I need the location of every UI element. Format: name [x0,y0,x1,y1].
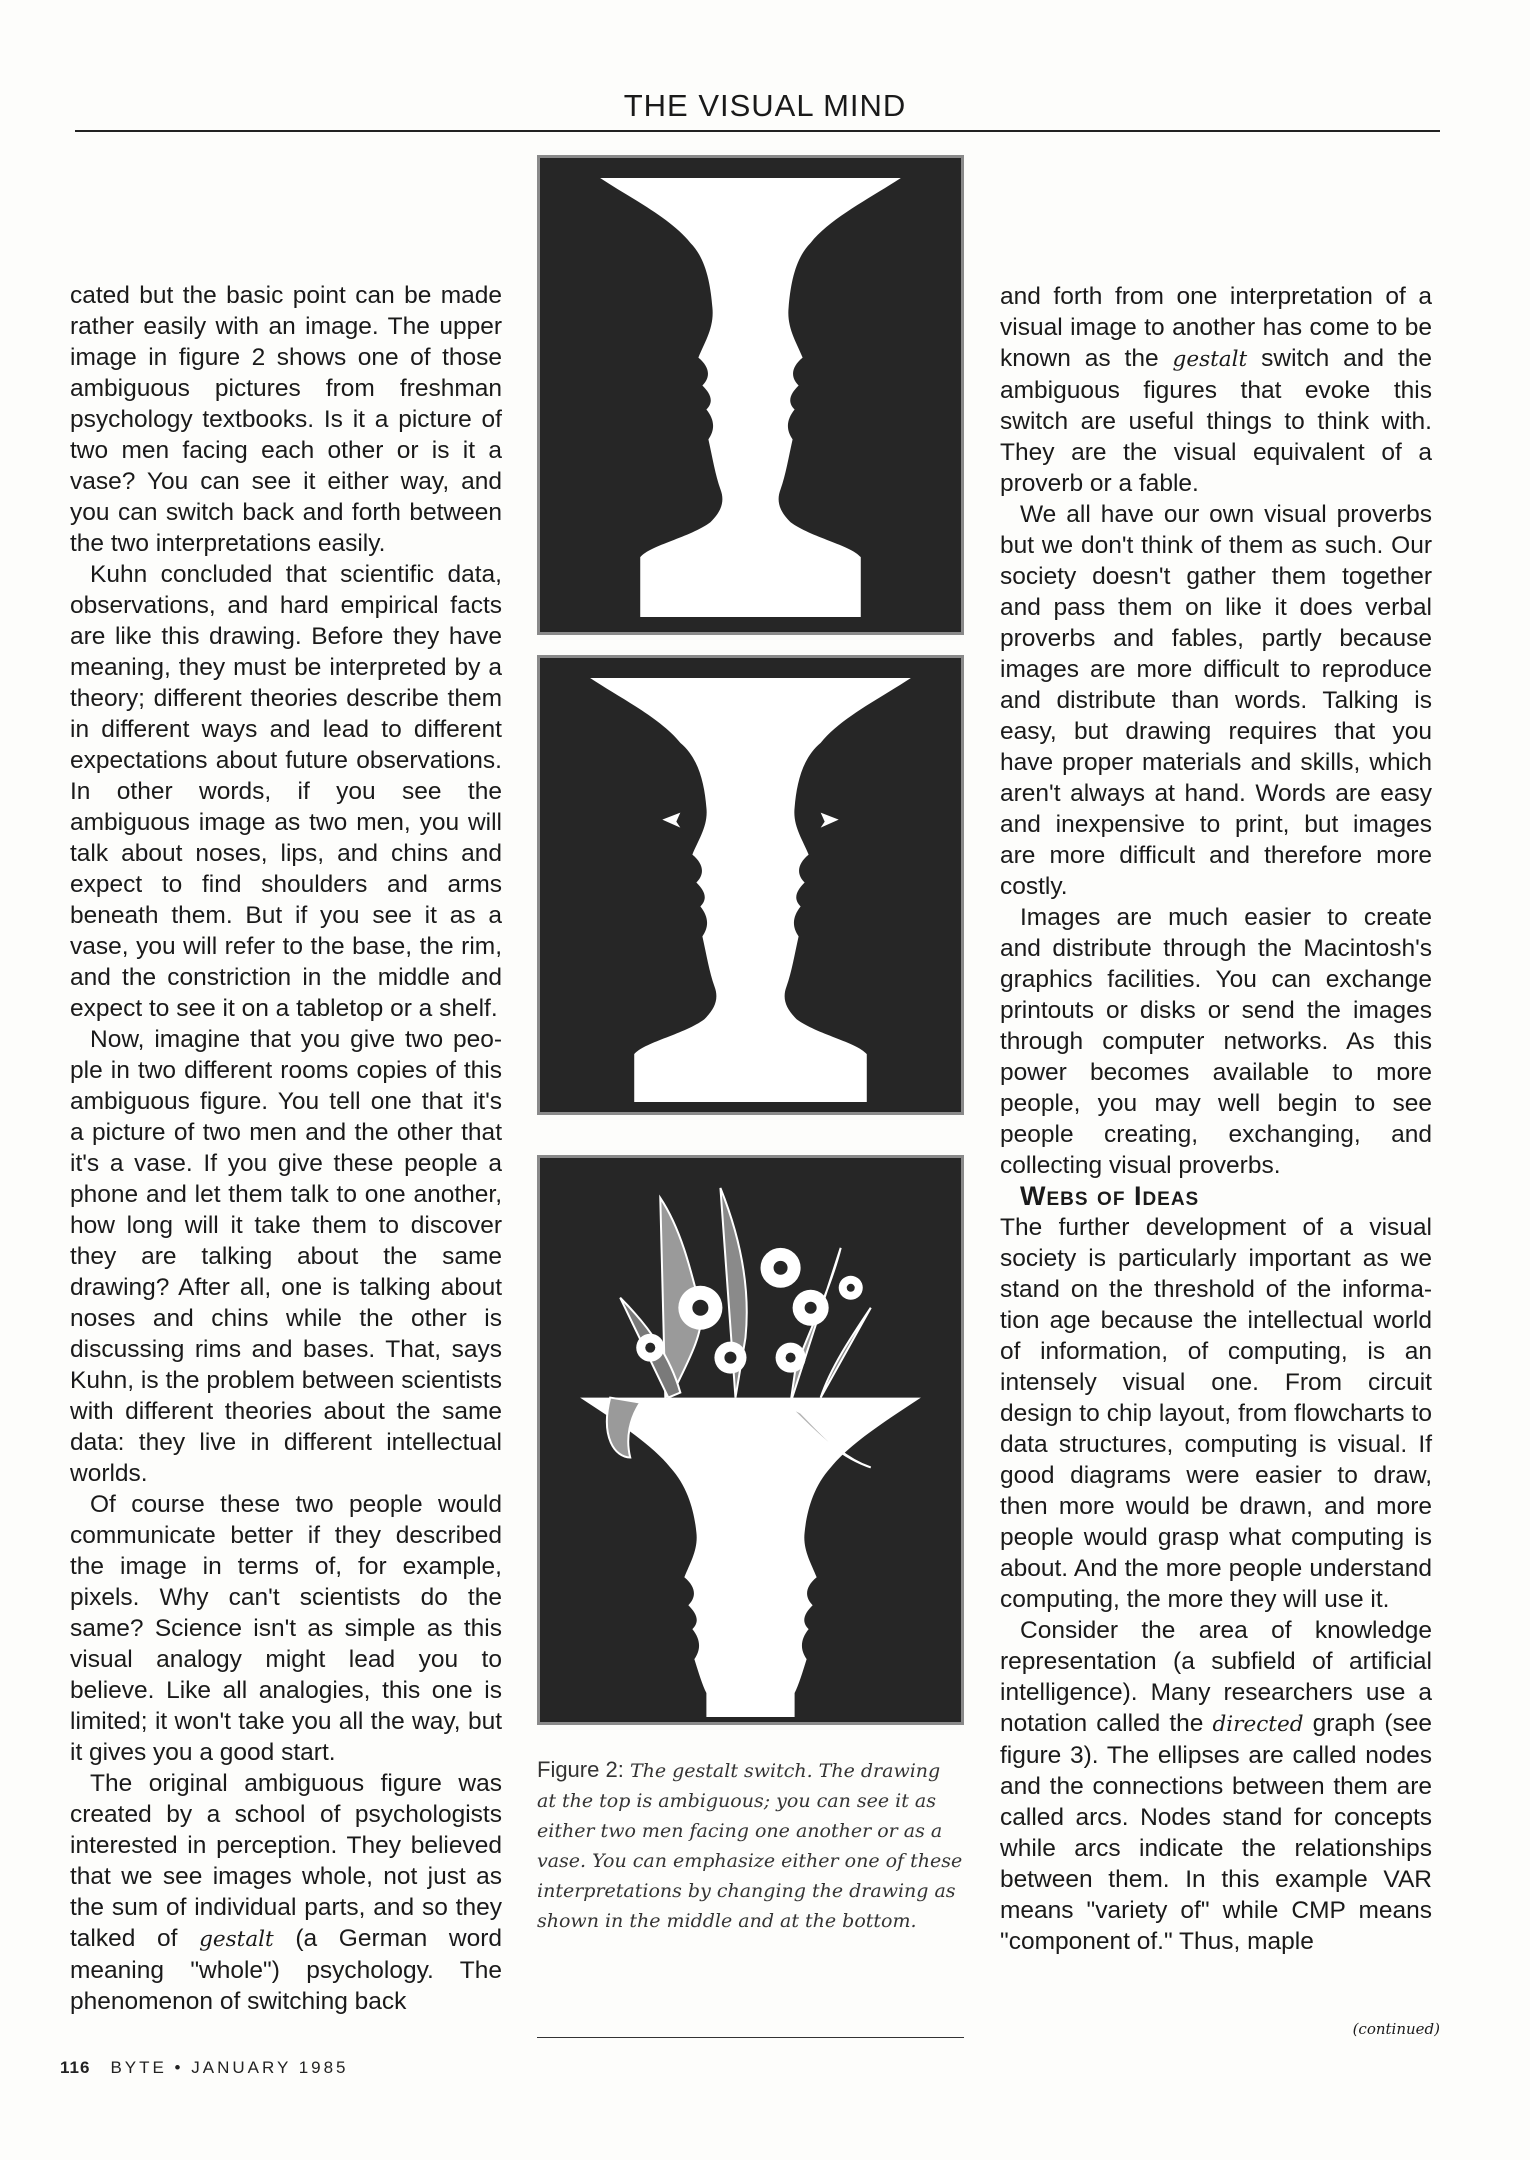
right-paragraph-1 [1000,281,1432,499]
right-paragraph-5-text-a: Consider the area of knowledge representation (a subfield of artificial intelligence). Many researchers use a notation called the [1000,1617,1432,1737]
left-paragraph-5-text-a: The original ambiguous figure was created by a school of psychologists interested in perception. They believed that we see images whole, not just as the sum of individual parts, and so they talked of [70,1770,502,1952]
right-paragraph-1-text-b: switch and the ambiguous figures that evoke this switch are useful things to think with. They are the visual equivalent of a proverb or a fable. [1000,345,1432,497]
right-paragraph-3: Images are much easier to create and distribute through the Macintosh's graphics facilities. You can exchange printouts or disks or send the images through computer networks. As this power becomes available to more people, you may well begin to see people creating, exchanging, and collecting visual proverbs. [1000,904,1432,1179]
left-text-column [70,280,502,2017]
figure-caption-label: Figure 2: [537,1757,630,1782]
left-paragraph-2: Kuhn concluded that scientific data, observations, and hard empirical facts are like this drawing. Before they have meaning, they must be interpreted by a theory; different theories describe them in different ways and lead to different expectations about future observations. In other words, if you see the ambiguous image as two men, you will talk about noses, lips, and chins and expect to find shoulders and arms beneath them. But if you see it as a vase, you will refer to the base, the rim, and the constriction in the middle and expect to see it on a tabletop or a shelf. [70,561,502,1022]
right-paragraph-2: We all have our own visual proverbs but we don't think of them as such. Our society doesn't gather them together and pass them on like it does verbal proverbs and fables, partly because images are more difficult to reproduce and distribute than words. Talking is easy, but drawing requires that you have proper materials and skills, which aren't always at hand. Words are easy and inexpensive to print, but images are more difficult and therefore more costly. [1000,501,1432,900]
figure-caption-text: The gestalt switch. The drawing at the top is ambiguous; you can see it as either two men facing one another or as a vase. You can emphasize either one of these interpretations by changing the drawing as shown in the middle and at the bottom. [537,1760,963,1932]
running-head-title: THE VISUAL MIND [623,88,907,123]
figure-panel-faces [537,655,964,1115]
page-number: 116 [60,2058,91,2077]
right-eye-icon [821,813,839,828]
figure-panel-ambiguous [537,155,964,635]
left-paragraph-4: Of course these two people would communicate better if they described the image in terms of, for example, pixels. Why can't scientists do the same? Science isn't as simple as this visual analogy might lead you to believe. Like all analogies, this one is limited; it won't take you all the way, but it gives you a good start. [70,1491,502,1766]
right-paragraph-1-text-a: and forth from one interpretation of a visual image to another has come to be known as the [1000,283,1432,372]
left-paragraph-1: cated but the basic point can be made rather easily with an image. The upper image in figure 2 shows one of those ambiguous pictures from freshman psychology textbooks. Is it a picture of two men facing each other or is it a vase? You can see it either way, and you can switch back and forth between the two interpretations easily. [70,282,502,557]
vase-flowers-illustration [540,1158,961,1722]
figure-caption [537,1755,964,1936]
section-heading-webs-of-ideas: Webs of Ideas [1020,1181,1200,1211]
left-eye-icon [662,813,680,828]
left-paragraph-3: Now, imagine that you give two people in two different rooms copies of this ambiguous figure. You tell one that it's a picture of two men and the other that it's a vase. If you give these people a phone and let them talk to one another, how long will it take them to discover they are talking about the same drawing? After all, one is talking about noses and chins while the other is discussing rims and bases. That, says Kuhn, is the problem between scientists with different theories about the same data: they live in different intellectual worlds. [70,1026,502,1487]
left-paragraph-5-text-b: (a German word meaning "whole") psychology. The phenomenon of switching back [70,1925,502,2015]
caption-rule [537,2037,964,2038]
page-footer [60,2058,349,2078]
left-paragraph-5 [70,1768,502,2017]
right-paragraph-5-text-b: graph (see figure 3). The ellipses are called nodes and the connections between them are called arcs. Nodes stand for concepts while arcs indicate the relationships between them. In this example VAR means "variety of" while CMP means "component of." Thus, maple [1000,1710,1432,1955]
right-paragraph-5 [1000,1615,1432,1957]
vase-faces-illustration [540,158,961,632]
right-text-column [1000,281,1432,1957]
figure-panel-vase-flowers [537,1155,964,1725]
faces-emphasis-illustration [540,658,961,1112]
publication-line: BYTE • JANUARY 1985 [110,2058,349,2077]
left-paragraph-5-emphasis: gestalt [199,1927,274,1952]
header-rule [75,130,1440,132]
continued-note: (continued) [1352,2020,1440,2038]
right-paragraph-1-emphasis: gestalt [1172,347,1248,372]
right-paragraph-4: The further development of a visual society is particularly important as we stand on the threshold of the information age because the intellectual world of information, of computing, is an intensely visual one. From circuit design to chip layout, from flowcharts to data structures, computing is visual. If good diagrams were easier to draw, then more would be drawn, and more people would grasp what computing is about. And the more people understand computing, the more they will use it. [1000,1214,1432,1613]
right-paragraph-5-emphasis: directed [1212,1712,1304,1737]
